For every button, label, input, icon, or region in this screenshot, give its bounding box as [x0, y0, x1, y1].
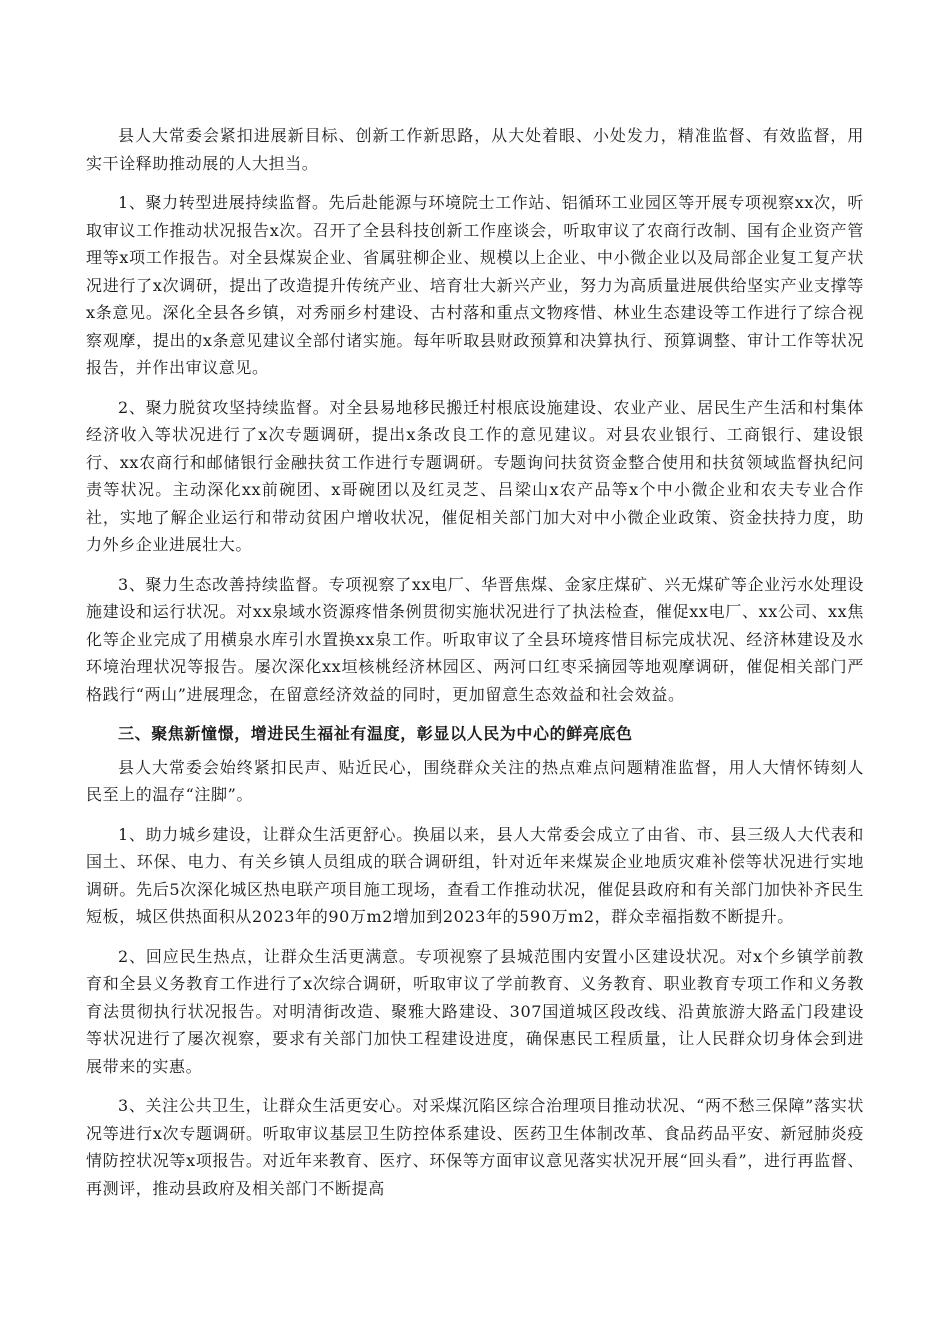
paragraph-public-health: 3、关注公共卫生，让群众生活更安心。对采煤沉陷区综合治理项目推动状况、“两不愁三保障”落实状况等进行x次专题调研。听取审议基层卫生防控体系建设、医药卫生体制改革、食品药品平安、新冠肺炎疫情防控状况等x项报告。对近年来教育、医疗、环保等方面审议意见落实状况开展“回头看”，进行再监督、再测评，推动县政府及相关部门不断提高 [86, 1096, 864, 1198]
paragraph-transformation-supervision: 1、聚力转型进展持续监督。先后赴能源与环境院士工作站、铝循环工业园区等开展专项视察xx次，听取审议工作推动状况报告x次。召开了全县科技创新工作座谈会，听取审议了农商行改制、国有企业资产管理等x项工作报告。对全县煤炭企业、省属驻柳企业、规模以上企业、中小微企业以及局部企业复工复产状况进行了x次调研，提出了改造提升传统产业、培育壮大新兴产业，努力为高质量进展供给坚实产业支撑等x条意见。深化全县各乡镇，对秀丽乡村建设、古村落和重点文物疼惜、林业生态建设等工作进行了综合视察观摩，提出的x条意见建议全部付诸实施。每年听取县财政预算和决算执行、预算调整、审计工作等状况报告，并作出审议意见。 [86, 193, 864, 377]
paragraph-livelihood: 2、回应民生热点，让群众生活更满意。专项视察了县城范围内安置小区建设状况。对x个乡镇学前教育和全县义务教育工作进行了x次综合调研，听取审议了学前教育、义务教育、职业教育专项工作和义务教育法贯彻执行状况报告。对明清街改造、聚雅大路建设、307国道城区段改线、沿黄旅游大路孟门段建设等状况进行了屡次视察，要求有关部门加快工程建设进度，确保惠民工程质量，让人民群众切身体会到进展带来的实惠。 [86, 946, 864, 1076]
paragraph-ecology-supervision: 3、聚力生态改善持续监督。专项视察了xx电厂、华晋焦煤、金家庄煤矿、兴无煤矿等企业污水处理设施建设和运行状况。对xx泉域水资源疼惜条例贯彻实施状况进行了执法检查，催促xx电厂、xx公司、xx焦化等企业完成了用横泉水库引水置换xx泉工作。听取审议了全县环境疼惜目标完成状况、经济林建设及水环境治理状况等报告。屡次深化xx垣核桃经济林园区、两河口红枣采摘园等地观摩调研，催促相关部门严格践行“两山”进展理念，在留意经济效益的同时，更加留意生态效益和社会效益。 [86, 574, 864, 704]
paragraph-urban-rural: 1、助力城乡建设，让群众生活更舒心。换届以来，县人大常委会成立了由省、市、县三级人大代表和国土、环保、电力、有关乡镇人员组成的联合调研组，针对近年来煤炭企业地质灾难补偿等状况进行实地调研。先后5次深化城区热电联产项目施工现场，查看工作推动状况，催促县政府和有关部门加快补齐民生短板，城区供热面积从2023年的90万m2增加到2023年的590万m2，群众幸福指数不断提升。 [86, 824, 864, 926]
paragraph-poverty-supervision: 2、聚力脱贫攻坚持续监督。对全县易地移民搬迁村根底设施建设、农业产业、居民生产生活和村集体经济收入等状况进行了x次专题调研，提出x条改良工作的意见建议。对县农业银行、工商银行、建设银行、xx农商行和邮储银行金融扶贫工作进行专题调研。专题询问扶贫资金整合使用和扶贫领域监督执纪问责等状况。主动深化xx前碗团、x哥碗团以及红灵芝、吕梁山x农产品等x个中小微企业和农夫专业合作社，实地了解企业运行和带动贫困户增收状况，催促相关部门加大对中小微企业政策、资金扶持力度，助力外乡企业进展壮大。 [86, 397, 864, 554]
section-heading: 三、聚焦新憧憬，增进民生福祉有温度，彰显以人民为中心的鲜亮底色 [118, 724, 633, 743]
intro-paragraph: 县人大常委会紧扣进展新目标、创新工作新思路，从大处着眼、小处发力，精准监督、有效监督，用实干诠释助推动展的人大担当。 [86, 126, 864, 173]
section-intro-paragraph: 县人大常委会始终紧扣民声、贴近民心，围绕群众关注的热点难点问题精准监督，用人大情怀铸刻人民至上的温存“注脚”。 [86, 757, 864, 804]
document-body [86, 122, 864, 1214]
